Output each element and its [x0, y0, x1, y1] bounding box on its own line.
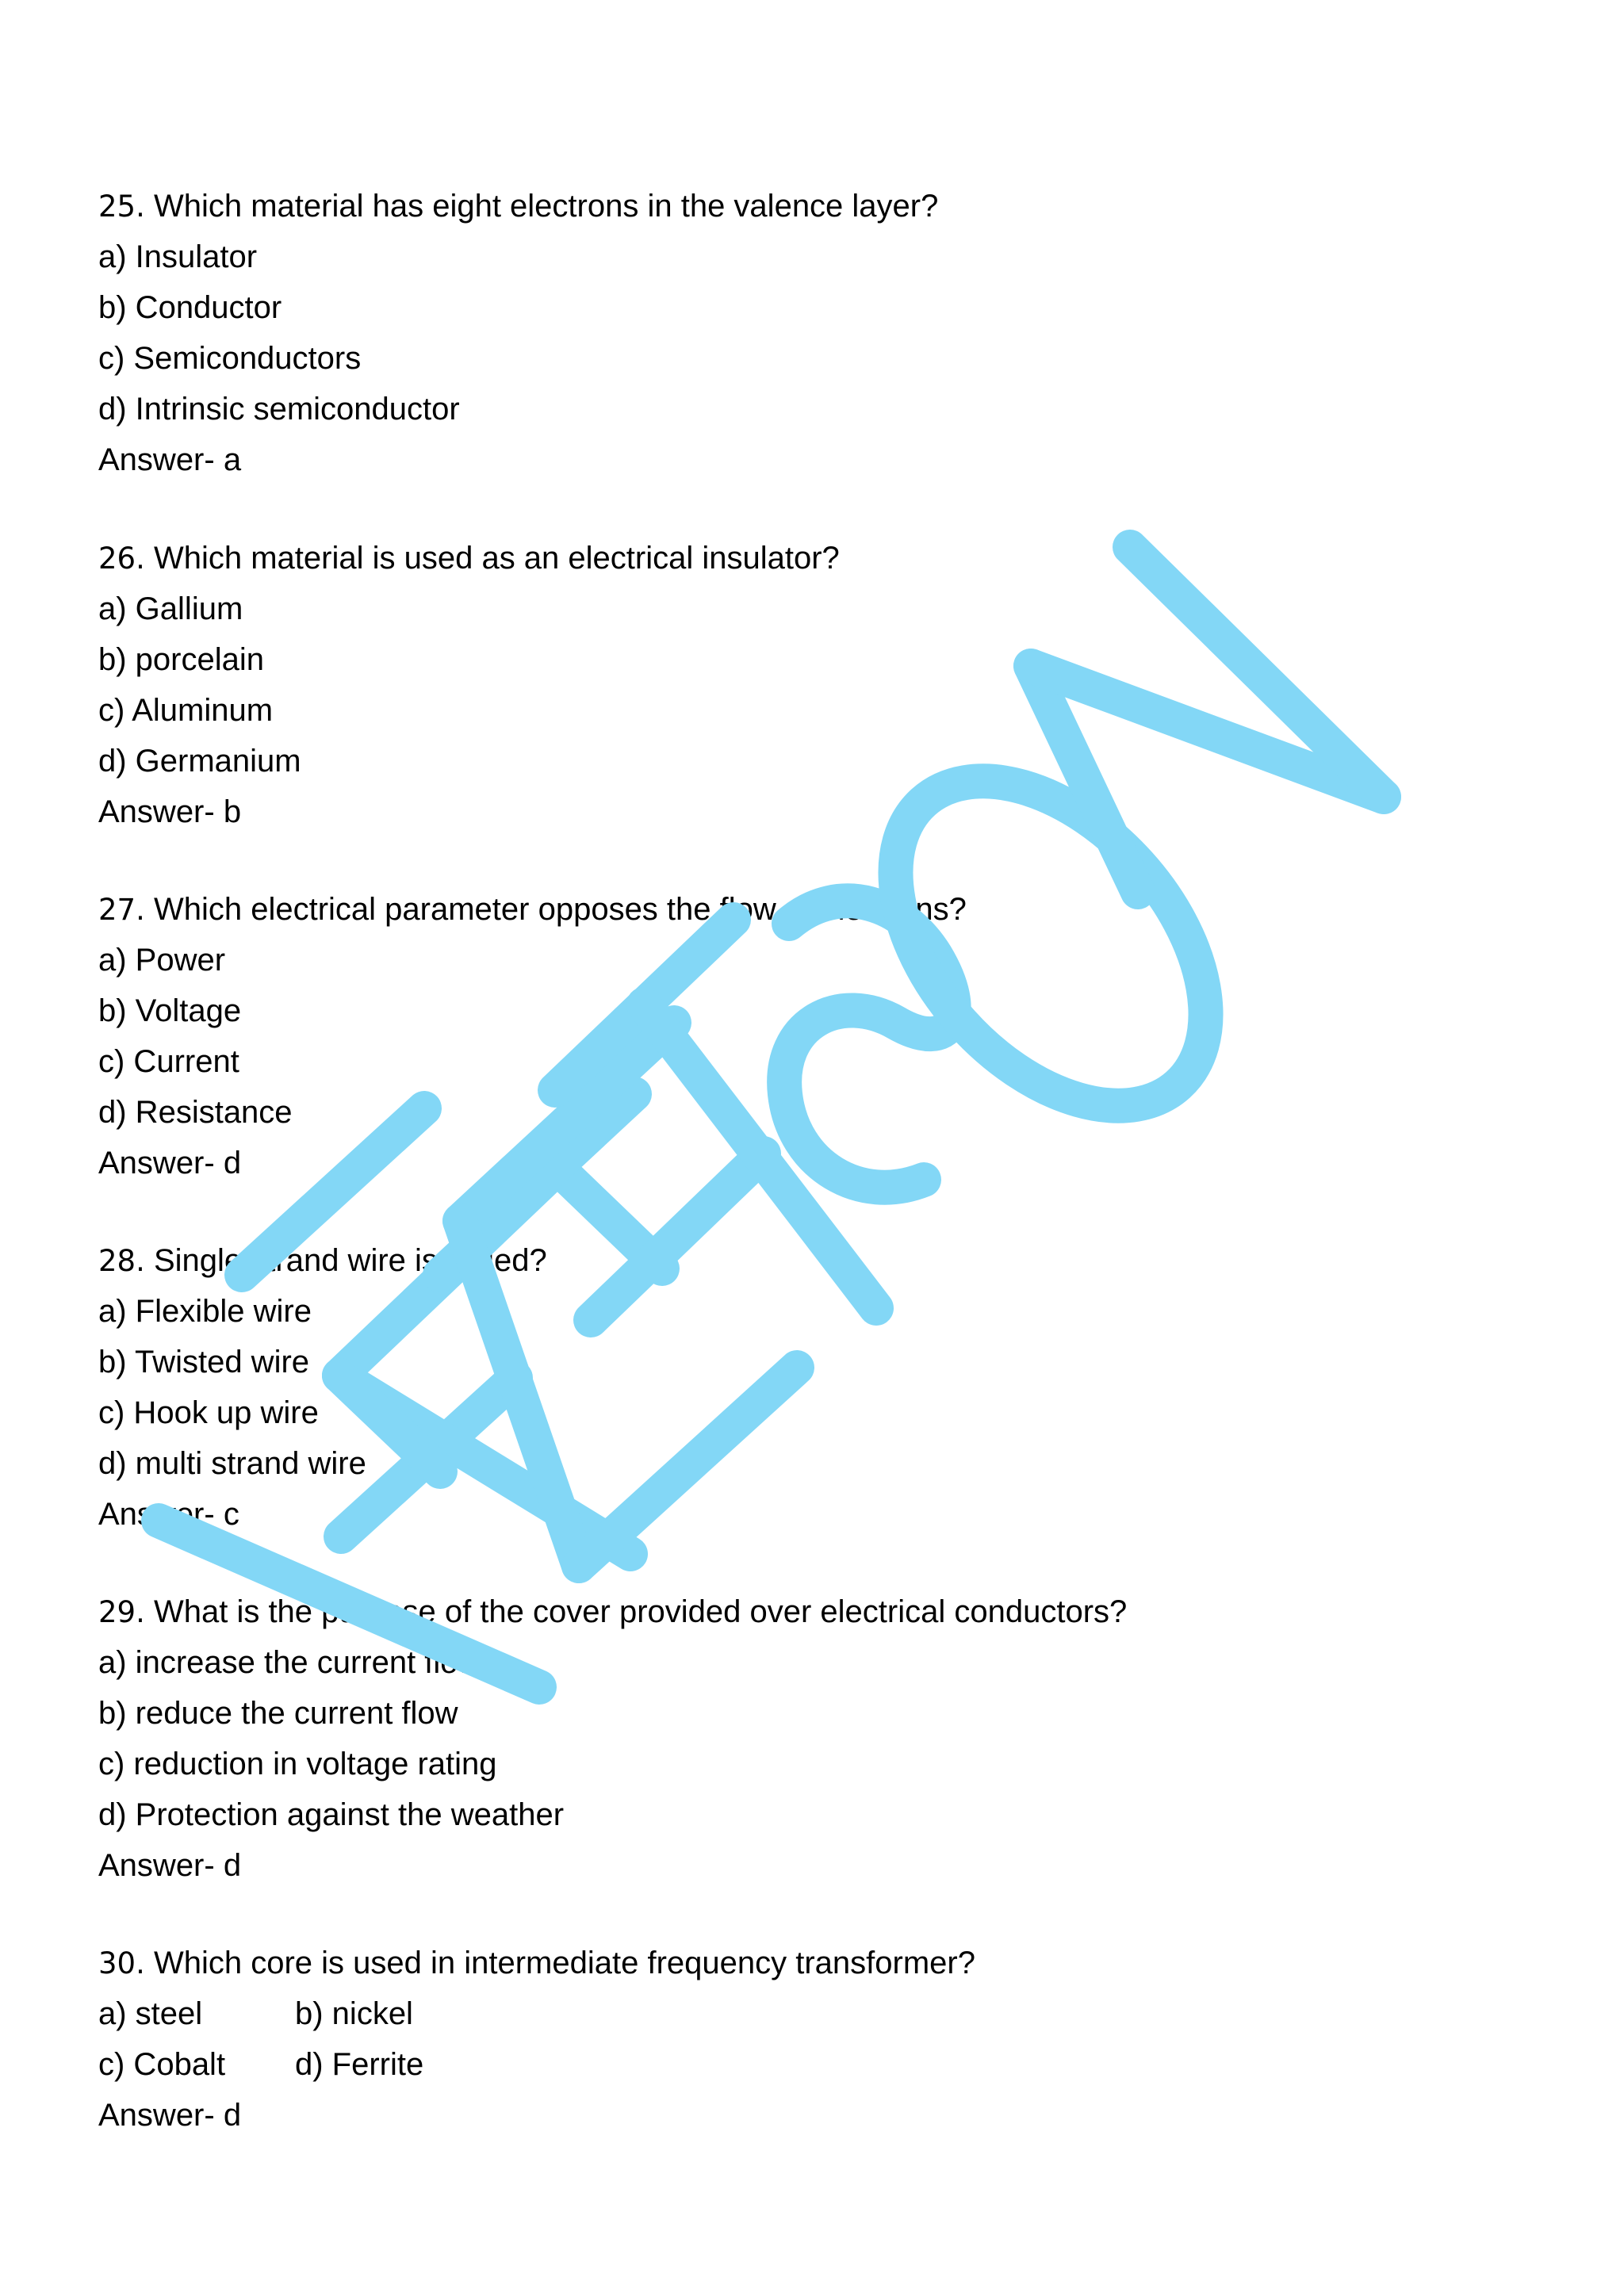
question-29: [98, 1586, 1446, 1891]
answer: Answer- a: [98, 442, 242, 477]
option: c) Current: [98, 1044, 239, 1079]
question-text: 28. Single strand wire is called?: [98, 1243, 547, 1278]
option: d) Ferrite: [295, 2047, 424, 2082]
option: a) steel: [98, 1996, 203, 2031]
option-row: [98, 1988, 1446, 2039]
option: d) Resistance: [98, 1095, 293, 1130]
option: d) Intrinsic semiconductor: [98, 392, 460, 427]
option: a) Power: [98, 943, 226, 978]
question-text: 25. Which material has eight electrons in the valence layer?: [98, 189, 939, 224]
answer: Answer- d: [98, 2098, 242, 2133]
question-30: [98, 1938, 1446, 2141]
question-25: [98, 181, 1446, 485]
question-number: 25.: [98, 189, 145, 224]
question-text: 29. What is the purpose of the cover provided over electrical conductors?: [98, 1594, 1128, 1629]
question-number: 29.: [98, 1595, 145, 1629]
answer: Answer- c: [98, 1497, 239, 1532]
option: b) Conductor: [98, 290, 282, 325]
option: b) Voltage: [98, 993, 242, 1028]
answer: Answer- d: [98, 1146, 242, 1181]
question-number: 28.: [98, 1244, 145, 1278]
question-text: 30. Which core is used in intermediate frequency transformer?: [98, 1946, 975, 1980]
question-number: 30.: [98, 1946, 145, 1980]
option: b) Twisted wire: [98, 1345, 310, 1380]
option: b) reduce the current flow: [98, 1696, 458, 1731]
question-27: [98, 884, 1446, 1188]
option: a) increase the current flow: [98, 1645, 481, 1680]
option: c) Hook up wire: [98, 1395, 319, 1430]
option: d) multi strand wire: [98, 1446, 366, 1481]
option: b) nickel: [295, 1996, 413, 2031]
option-row: [98, 2039, 1446, 2090]
option: c) Aluminum: [98, 693, 274, 728]
answer: Answer- b: [98, 794, 242, 829]
answer: Answer- d: [98, 1848, 242, 1883]
option: d) Protection against the weather: [98, 1797, 565, 1832]
option: c) Semiconductors: [98, 341, 362, 376]
question-number: 27.: [98, 893, 145, 927]
option: c) reduction in voltage rating: [98, 1747, 497, 1781]
question-text: 27. Which electrical parameter opposes the flow of electrons?: [98, 892, 967, 927]
question-text: 26. Which material is used as an electrical insulator?: [98, 541, 840, 576]
option: a) Gallium: [98, 591, 243, 626]
question-number: 26.: [98, 541, 145, 576]
option: a) Insulator: [98, 239, 258, 274]
question-26: [98, 533, 1446, 837]
option: b) porcelain: [98, 642, 265, 677]
option: a) Flexible wire: [98, 1294, 312, 1329]
question-28: [98, 1235, 1446, 1540]
option: d) Germanium: [98, 744, 301, 779]
option: c) Cobalt: [98, 2047, 226, 2082]
